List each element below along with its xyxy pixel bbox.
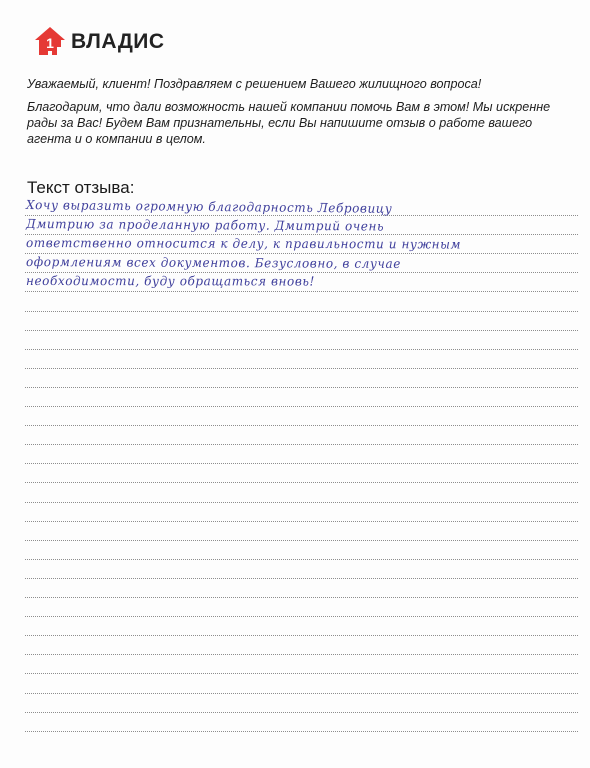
- handwritten-line: Дмитрию за проделанную работу. Дмитрий очень: [25, 216, 385, 234]
- writing-line: [25, 330, 578, 331]
- handwritten-line: необходимости, буду обращаться вновь!: [25, 273, 315, 289]
- intro-greeting: Уважаемый, клиент! Поздравляем с решением Вашего жилищного вопроса!: [27, 77, 482, 91]
- writing-line: [25, 597, 578, 598]
- writing-line: [25, 482, 578, 483]
- writing-line: [25, 635, 578, 636]
- writing-line: [25, 616, 578, 617]
- writing-line: [25, 425, 578, 426]
- review-title: Текст отзыва:: [27, 178, 135, 197]
- writing-line: [25, 406, 578, 407]
- handwritten-line: ответственно относится к делу, к правильности и нужным: [25, 235, 462, 252]
- writing-line: [25, 521, 578, 522]
- writing-line: [25, 731, 578, 732]
- writing-line: [25, 540, 578, 541]
- writing-line: [25, 444, 578, 445]
- intro-request: Благодарим, что дали возможность нашей компании помочь Вам в этом! Мы искренне рады за Вас! Будем Вам признательны, если Вы напишите отзыв о работе вашего агента и о компании в целом.: [27, 100, 551, 146]
- review-lines: [25, 0, 578, 768]
- writing-line: [25, 559, 578, 560]
- writing-line: [25, 368, 578, 369]
- writing-line: [25, 502, 578, 503]
- brand-badge-digit: 1: [46, 35, 54, 51]
- writing-line: [25, 693, 578, 694]
- writing-line: [25, 578, 578, 579]
- brand-name: ВЛАДИС: [71, 30, 165, 53]
- handwritten-line: Хочу выразить огромную благодарность Лебровицу: [25, 197, 393, 216]
- writing-line: [25, 712, 578, 713]
- writing-line: [25, 654, 578, 655]
- writing-line: [25, 311, 578, 312]
- writing-line: [25, 673, 578, 674]
- handwritten-line: оформлениям всех документов. Безусловно, в случае: [25, 254, 401, 272]
- writing-line: [25, 387, 578, 388]
- writing-line: [25, 463, 578, 464]
- writing-line: [25, 349, 578, 350]
